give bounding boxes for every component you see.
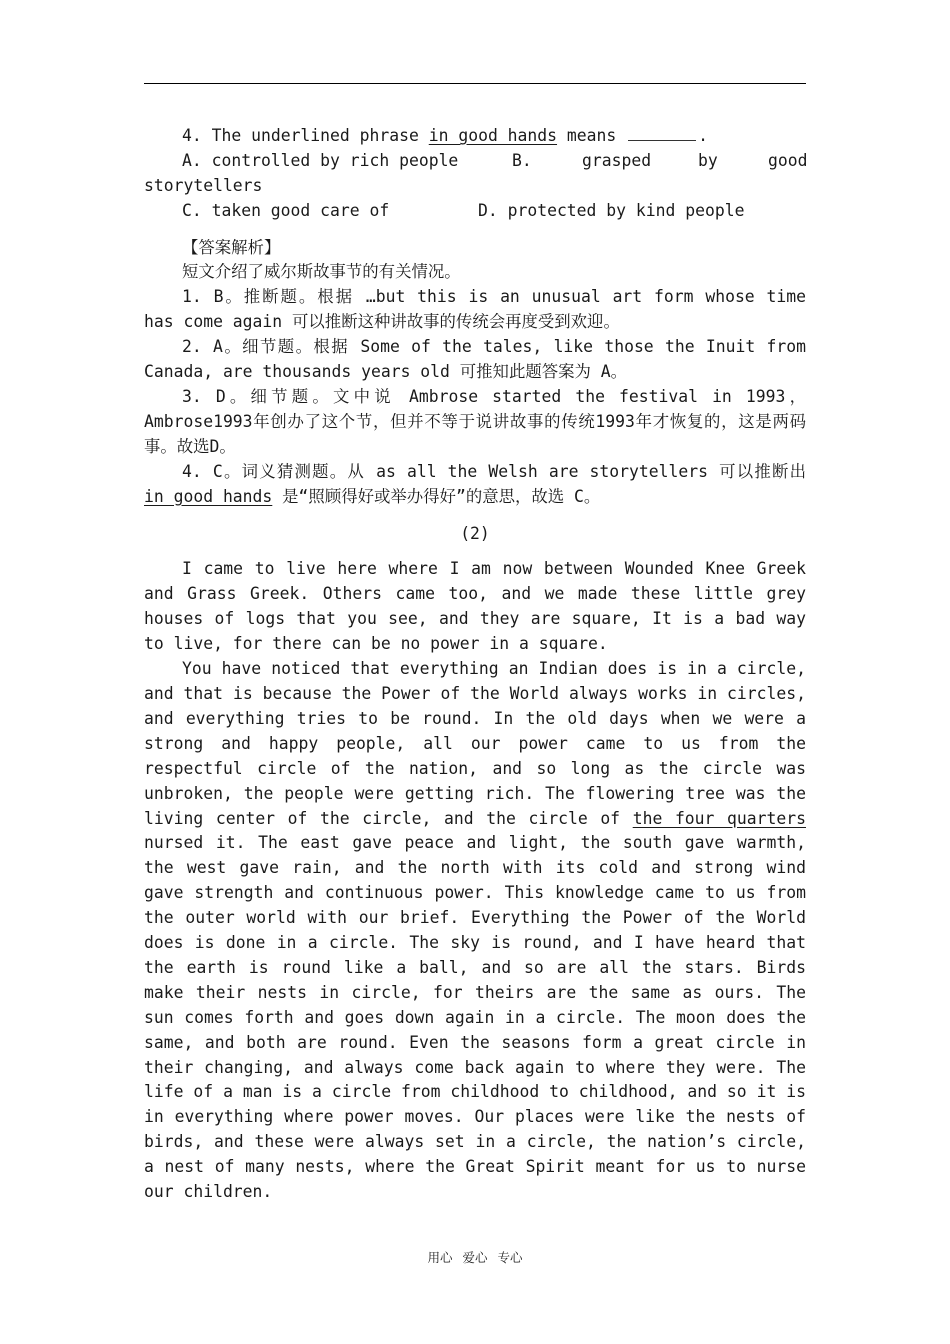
- answer-2: 2. A。细节题。根据 Some of the tales, like those the Inuit from Canada, are thousands years old 可推知此题答案为 A。: [144, 337, 806, 382]
- underlined-phrase: in good hands: [428, 126, 558, 145]
- option-b-continuation: storytellers: [144, 175, 263, 195]
- options-row-cd: [144, 199, 806, 224]
- page-content: [144, 124, 806, 1205]
- section-label: (2): [460, 523, 490, 543]
- page-footer: 用心 爱心 专心: [427, 1250, 523, 1265]
- answer-4: 4. C。词义猜测题。从 as all the Welsh are storytellers 可以推断出 in good hands 是“照顾得好或举办得好”的意思，故选 C。: [144, 461, 806, 506]
- option-c: C. taken good care of: [182, 200, 390, 220]
- question-4-stem: 4. The underlined phrase in good hands means .: [182, 126, 708, 145]
- options-row-ab: A. controlled by rich people B. grasped by good: [144, 149, 806, 174]
- option-d: D. protected by kind people: [478, 200, 745, 220]
- passage-paragraph-1: I came to live here where I am now between Wounded Knee Greek and Grass Greek. Others came too, and we made these little grey houses of logs that you see, and they are square, It is a bad way to live, for there can be no power in a square.: [144, 559, 806, 654]
- answer-1: 1. B。推断题。根据 …but this is an unusual art form whose time has come again 可以推断这种讲故事的传统会再度受到欢迎。: [144, 287, 806, 332]
- answer-summary: 短文介绍了威尔斯故事节的有关情况。: [182, 262, 461, 282]
- passage-paragraph-2: You have noticed that everything an Indian does is in a circle, and that is because the Power of the World always works in circles, and everything tries to be round. In the old days when we were a strong and happy people, all our power came to us from the respectful circle of the nation, and so long as the circle was unbroken, the people were getting rich. The flowering tree was the living center of the circle, and the circle of the four quarters nursed it. The east gave peace and light, the south gave warmth, the west gave rain, and the north with its cold and strong wind gave strength and continuous power. This knowledge came to us from the outer world with our brief. Everything the Power of the World does is done in a circle. The sky is round, and I have heard that the earth is round like a ball, and so are all the stars. Birds make their nests in circle, for theirs are the same as ours. The sun comes forth and goes down again in a circle. The moon does the same, and both are round. Even the seasons form a great circle in their changing, and always come back again to where they were. The life of a man is a circle from childhood to childhood, and so it is in everything where power moves. Our places were like the nests of birds, and these were always set in a circle, the nation’s circle, a nest of many nests, where the Great Spirit meant for us to nurse our children.: [144, 659, 806, 1202]
- answer-blank: [628, 126, 696, 141]
- option-b-label: B.: [512, 150, 532, 170]
- header-rule: [144, 83, 806, 84]
- option-a: A. controlled by rich people: [182, 150, 459, 170]
- underlined-phrase: the four quarters: [632, 808, 806, 828]
- answer-3: 3. D。细节题。文中说 Ambrose started the festival in 1993，Ambrose1993年创办了这个节，但并不等于说讲故事的传统1993年才恢复的，这是两码事。故选D。: [144, 387, 806, 456]
- underlined-phrase: in good hands: [144, 486, 273, 506]
- answer-heading: 【答案解析】: [182, 237, 281, 257]
